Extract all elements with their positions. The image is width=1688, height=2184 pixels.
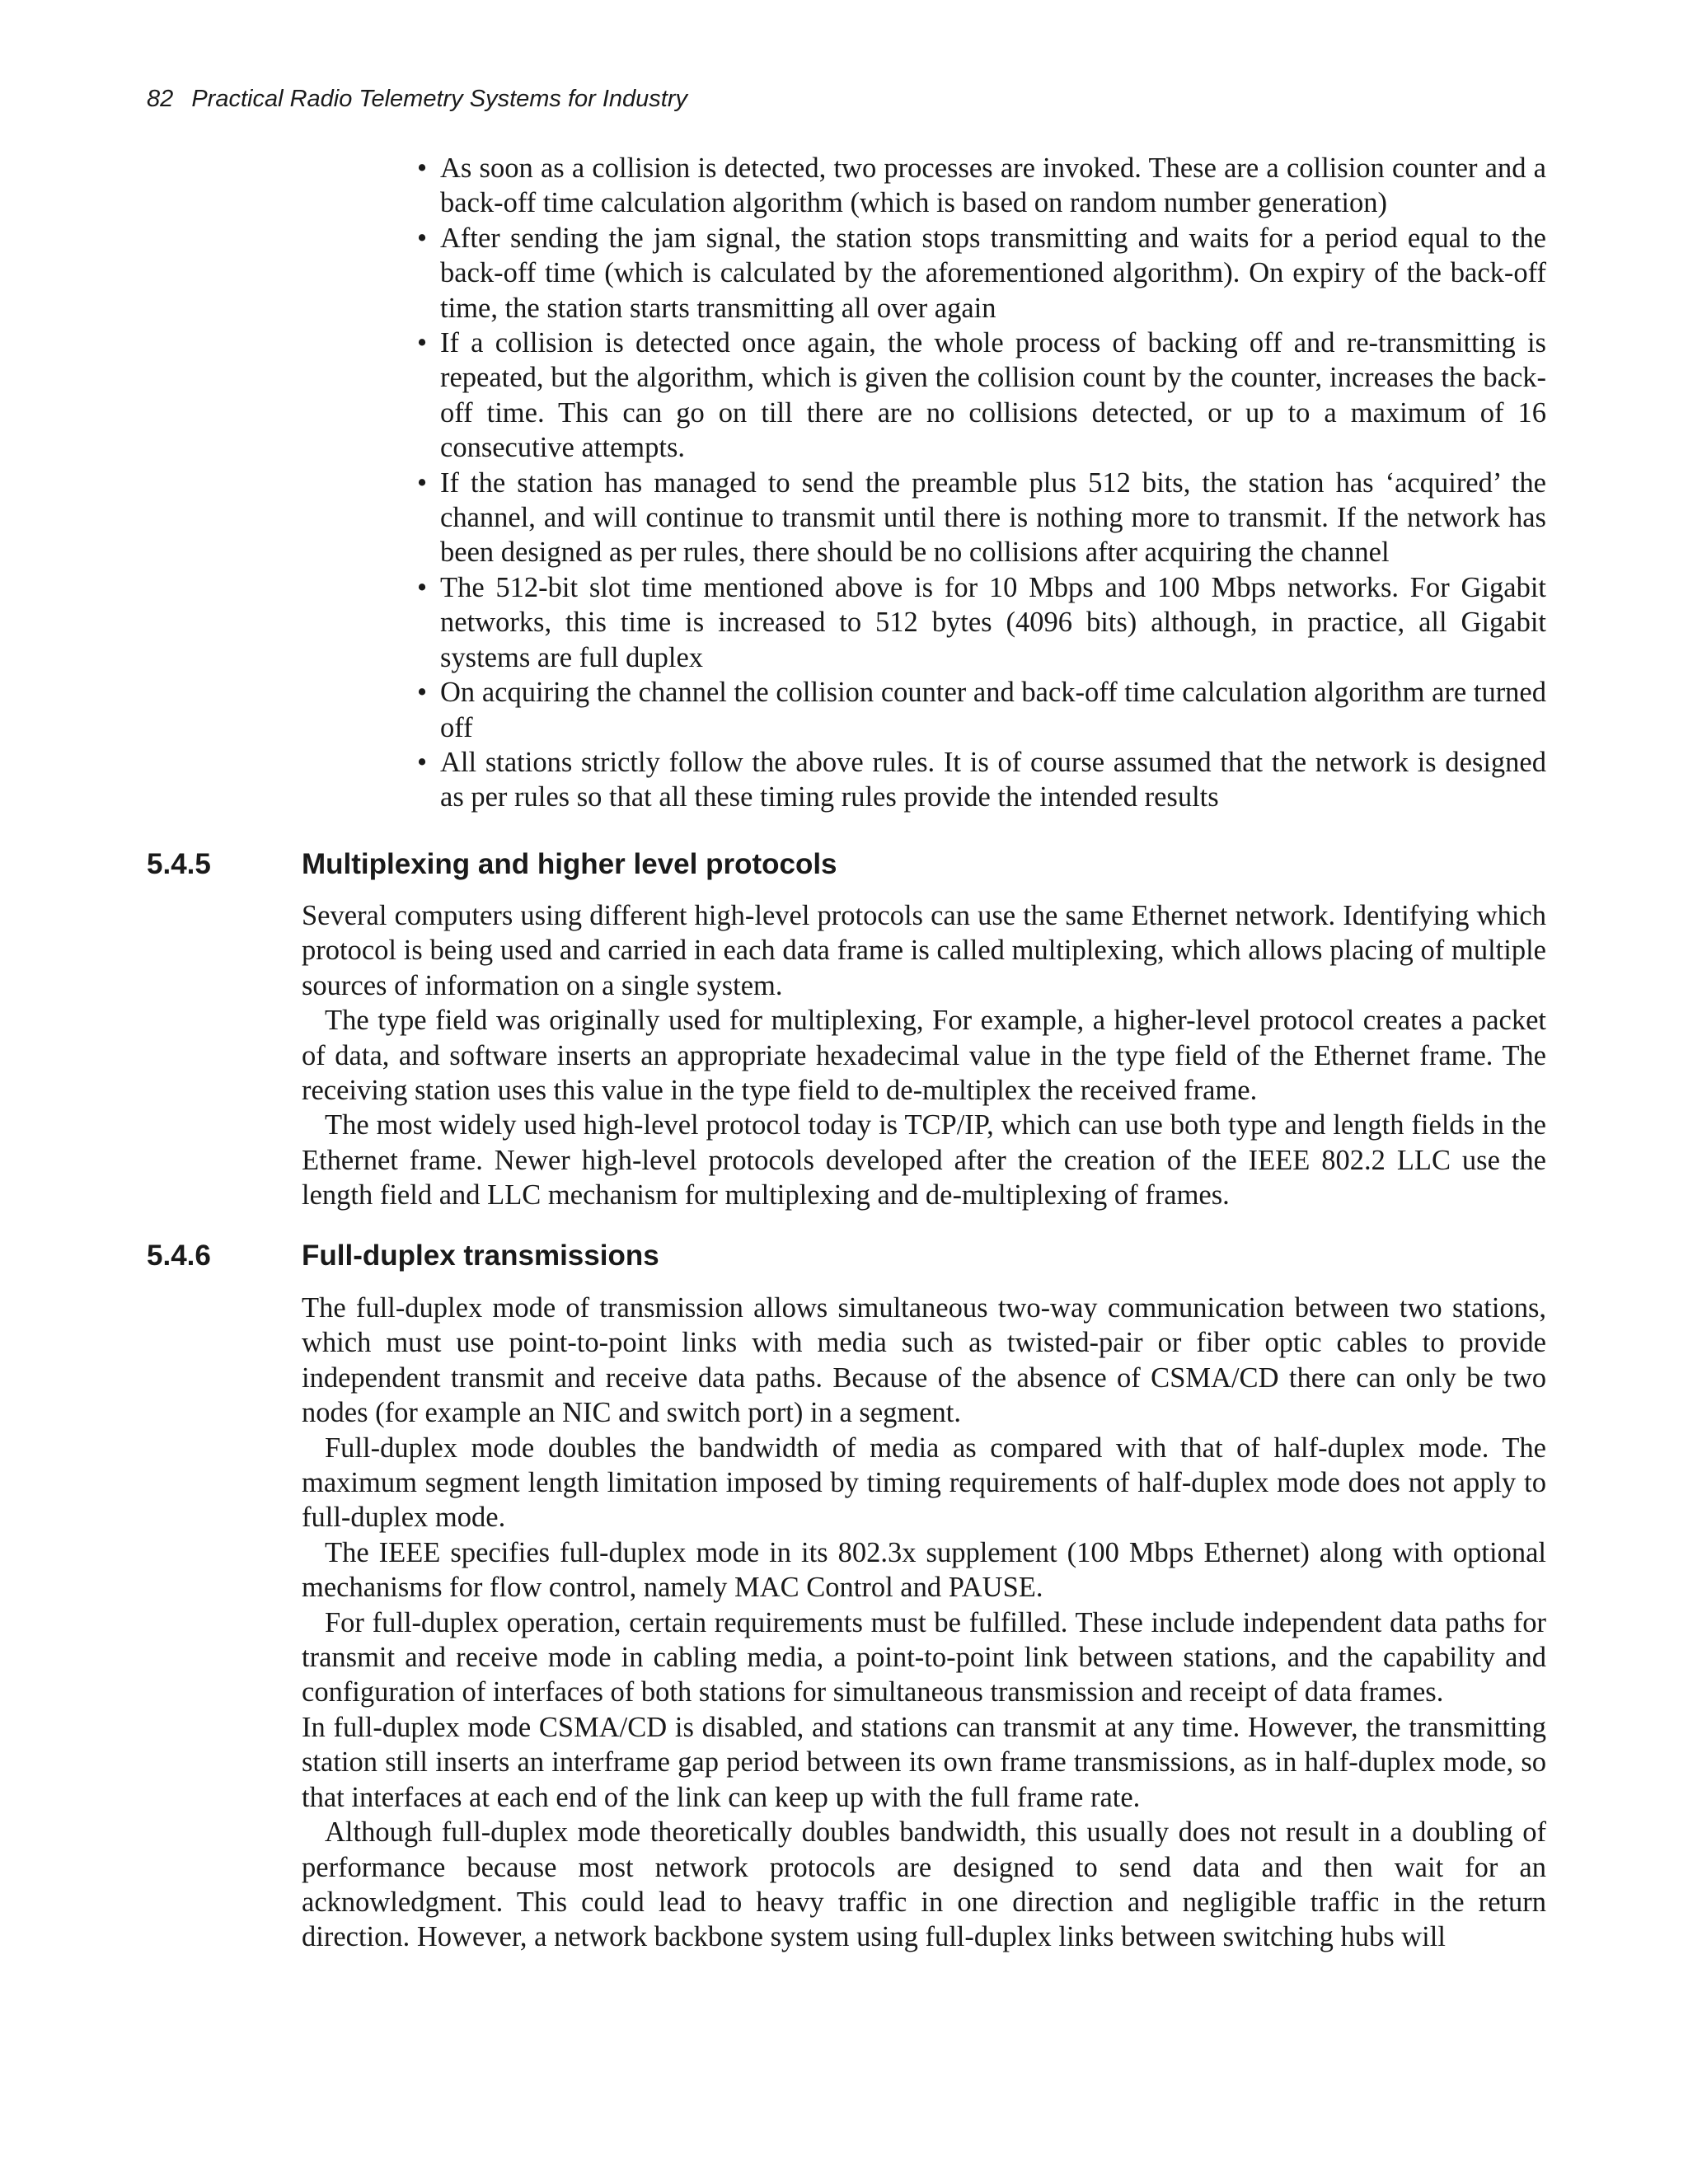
- paragraph: The full-duplex mode of transmission allows simultaneous two-way communication between two stations, which must use point-to-point links with media such as twisted-pair or fiber optic cables to provide independent transmit and receive data paths. Because of the absence of CSMA/CD there can only be two nodes (for example an NIC and switch port) in a segment.: [302, 1292, 1546, 1429]
- section-number: 5.4.5: [147, 848, 211, 880]
- list-item: • If a collision is detected once again, the whole process of backing off and re-transmitting is repeated, but the algorithm, which is given the collision count by the counter, increases the back-off time. This can go on till there are no collisions detected, or up to a maximum of 16 consecutive attempts.: [417, 327, 1546, 464]
- paragraph: For full-duplex operation, certain requirements must be fulfilled. These include independent data paths for transmit and receive mode in cabling media, a point-to-point link between stations, and the capability and configuration of interfaces of both stations for simultaneous transmission and receipt of data frames.: [302, 1606, 1546, 1708]
- paragraph: The most widely used high-level protocol today is TCP/IP, which can use both type and length fields in the Ethernet frame. Newer high-level protocols developed after the creation of the IEEE 802.2 LLC use the length field and LLC mechanism for multiplexing and de-multiplexing of frames.: [302, 1109, 1546, 1212]
- section-heading-5-4-5: [147, 846, 837, 883]
- paragraph: The IEEE specifies full-duplex mode in its 802.3x supplement (100 Mbps Ethernet) along with optional mechanisms for flow control, namely MAC Control and PAUSE.: [302, 1536, 1546, 1604]
- section-title: Multiplexing and higher level protocols: [302, 848, 837, 880]
- bullet-list: [417, 151, 1546, 815]
- bullet-icon: •: [417, 746, 428, 778]
- list-item: • On acquiring the channel the collision counter and back-off time calculation algorithm are turned off: [417, 677, 1546, 743]
- section-title: Full-duplex transmissions: [302, 1240, 659, 1272]
- section-number: 5.4.6: [147, 1240, 211, 1272]
- bullet-icon: •: [417, 222, 428, 254]
- section-body-5-4-5: [302, 898, 1546, 1213]
- paragraph: The type field was originally used for multiplexing, For example, a higher-level protocol creates a packet of data, and software inserts an appropriate hexadecimal value in the type field of the Ethernet frame. The receiving station uses this value in the type field to de-multiplex the received frame.: [302, 1005, 1546, 1107]
- paragraph: In full-duplex mode CSMA/CD is disabled, and stations can transmit at any time. However, the transmitting station still inserts an interframe gap period between its own frame transmissions, as in half-duplex mode, so that interfaces at each end of the link can keep up with the full frame rate.: [302, 1711, 1546, 1813]
- paragraph: Several computers using different high-level protocols can use the same Ethernet network. Identifying which protocol is being used and carried in each data frame is called multiplexing, which allows placing of multiple sources of information on a single system.: [302, 900, 1546, 1001]
- list-item: • As soon as a collision is detected, two processes are invoked. These are a collision counter and a back-off time calculation algorithm (which is based on random number generation): [417, 152, 1546, 219]
- section-heading-5-4-6: [147, 1238, 659, 1274]
- list-item: • All stations strictly follow the above rules. It is of course assumed that the network is designed as per rules so that all these timing rules provide the intended results: [417, 746, 1546, 813]
- list-item: • After sending the jam signal, the station stops transmitting and waits for a period equal to the back-off time (which is calculated by the aforementioned algorithm). On expiry of the back-off time, the station starts transmitting all over again: [417, 222, 1546, 324]
- paragraph: Full-duplex mode doubles the bandwidth of media as compared with that of half-duplex mode. The maximum segment length limitation imposed by timing requirements of half-duplex mode does not apply to full-duplex mode.: [302, 1432, 1546, 1534]
- page-number: 82: [147, 86, 174, 112]
- bullet-icon: •: [417, 466, 428, 499]
- running-title: Practical Radio Telemetry Systems for Industry: [191, 86, 688, 112]
- paragraph: Although full-duplex mode theoretically doubles bandwidth, this usually does not result in a doubling of performance because most network protocols are designed to send data and then wait for an acknowledgment. This could lead to heavy traffic in one direction and negligible traffic in the return direction. However, a network backbone system using full-duplex links between switching hubs will: [302, 1816, 1546, 1953]
- list-item: • If the station has managed to send the preamble plus 512 bits, the station has ‘acquired’ the channel, and will continue to transmit until there is nothing more to transmit. If the network has been designed as per rules, there should be no collisions after acquiring the channel: [417, 466, 1546, 569]
- bullet-icon: •: [417, 327, 428, 359]
- bullet-icon: •: [417, 571, 428, 603]
- bullet-icon: •: [417, 677, 428, 709]
- section-body-5-4-6: [302, 1291, 1546, 1955]
- list-item: • The 512-bit slot time mentioned above is for 10 Mbps and 100 Mbps networks. For Gigabit networks, this time is increased to 512 bytes (4096 bits) although, in practice, all Gigabit systems are full duplex: [417, 571, 1546, 673]
- running-header: [147, 84, 687, 114]
- bullet-icon: •: [417, 152, 428, 184]
